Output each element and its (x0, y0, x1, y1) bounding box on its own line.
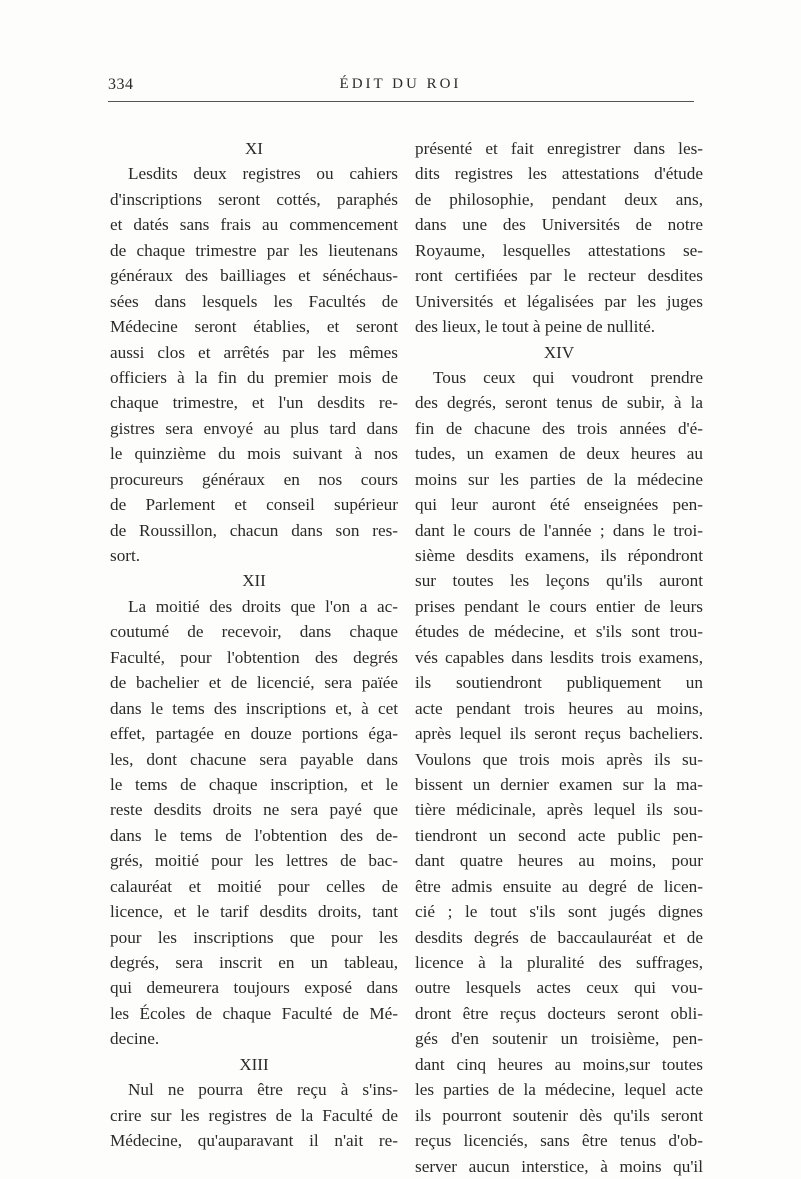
text-line: dits registres les attestations d'étude (415, 164, 703, 184)
text-line: de chaque trimestre par les lieutenans (110, 240, 398, 260)
text-line: Royaume, lesquelles attestations se- (415, 240, 703, 260)
text-line: Faculté, pour l'obtention des degrés (110, 647, 398, 667)
page-number: 334 (108, 76, 134, 93)
text-line: ront certifiées par le recteur desdites (415, 266, 703, 286)
article-heading: XII (242, 571, 266, 591)
left-column (110, 136, 398, 1154)
text-line: server aucun interstice, à moins qu'il (415, 1156, 703, 1176)
text-line: acte pendant trois heures au moins, (415, 698, 703, 718)
text-line: Lesdits deux registres ou cahiers (128, 164, 398, 184)
text-line: degrés, sera inscrit en un tableau, (110, 953, 398, 972)
text-line: sième desdits examens, ils répondront (415, 546, 703, 565)
text-line: moins sur les parties de la médecine (415, 469, 703, 489)
text-line: ils pourront soutenir dès qu'ils seront (415, 1105, 703, 1125)
text-line: coutumé de recevoir, dans chaque (110, 622, 398, 642)
article-heading: XIV (543, 342, 575, 362)
text-line: licence, et le tarif desdits droits, tant (110, 902, 398, 922)
text-line: chaque trimestre, et l'un desdits re- (110, 393, 398, 413)
text-line: d'inscriptions seront cottés, paraphés (110, 189, 398, 209)
text-line: qui leur auront été enseignées pen- (415, 495, 703, 515)
text-line: de bachelier et de licencié, sera païée (110, 673, 398, 693)
text-line: gés d'en soutenir un troisième, pen- (415, 1029, 703, 1049)
text-line: tudes, un examen de deux heures au (415, 444, 703, 464)
text-line: officiers à la fin du premier mois de (110, 367, 398, 387)
article-heading: XIII (239, 1054, 269, 1074)
text-line: Universités et légalisées par les juges (415, 291, 703, 311)
text-line: desdits degrés de baccaulauréat et de (415, 927, 703, 947)
text-line: aussi clos et arrêtés par les mêmes (110, 342, 398, 362)
text-line: reçus licenciés, sans être tenus d'ob- (415, 1131, 703, 1151)
text-line: sort. (110, 546, 141, 565)
text-line: des lieux, le tout à peine de nullité. (415, 317, 656, 337)
text-line: Voulons que trois mois après ils su- (415, 749, 703, 769)
text-line: de philosophie, pendant deux ans, (415, 189, 703, 209)
text-line: tiendront un second acte public pen- (415, 825, 703, 845)
text-line: après lequel ils seront reçus bacheliers. (415, 724, 703, 744)
text-line: qui demeurera toujours exposé dans (110, 978, 398, 998)
text-line: cié ; le tout s'ils sont jugés dignes (415, 902, 703, 922)
running-title: ÉDIT DU ROI (339, 76, 462, 92)
right-column (415, 136, 703, 1179)
text-line: outre lesquels actes ceux qui vou- (415, 978, 703, 998)
text-line: de Parlement et conseil supérieur (110, 495, 398, 515)
text-line: les parties de la médecine, lequel acte (415, 1080, 703, 1100)
text-line: decine. (110, 1029, 160, 1049)
article-heading: XI (245, 139, 263, 158)
text-line: crire sur les registres de la Faculté de (110, 1105, 398, 1125)
text-line: Médecine, qu'auparavant il n'ait re- (110, 1131, 398, 1151)
text-line: le tems de chaque inscription, et le (110, 774, 398, 794)
text-line: tière médicinale, après lequel ils sou- (415, 800, 703, 820)
text-line: pour les inscriptions que pour les (110, 927, 398, 947)
text-line: de Roussillon, chacun dans son res- (110, 520, 398, 540)
text-line: être admis ensuite au degré de licen- (415, 876, 703, 896)
text-line: Tous ceux qui voudront prendre (433, 367, 703, 387)
text-line: les, dont chacune sera payable dans (110, 749, 398, 769)
text-line: dans une des Universités de notre (415, 215, 703, 235)
header-rule (108, 101, 694, 102)
text-line: Nul ne pourra être reçu à s'ins- (128, 1080, 398, 1100)
text-line: dans le tems de l'obtention des de- (110, 825, 398, 845)
text-line: présenté et fait enregistrer dans les- (415, 139, 703, 158)
text-line: les Écoles de chaque Faculté de Mé- (110, 1003, 398, 1023)
text-line: généraux des bailliages et sénéchaus- (110, 266, 398, 286)
text-line: dront être reçus docteurs seront obli- (415, 1003, 703, 1023)
text-line: des degrés, seront tenus de subir, à la (415, 393, 703, 413)
text-line: bissent un dernier examen sur la ma- (415, 774, 703, 794)
text-line: dant cinq heures au moins,sur toutes (415, 1054, 703, 1074)
text-line: procureurs généraux en nos cours (110, 469, 398, 489)
text-line: vés capables dans lesdits trois examens, (415, 647, 703, 667)
text-line: le quinzième du mois suivant à nos (110, 444, 398, 464)
text-line: calauréat et moitié pour celles de (110, 876, 398, 896)
text-line: reste desdits droits ne sera payé que (110, 800, 398, 820)
text-line: sées dans lesquels les Facultés de (110, 291, 398, 311)
text-line: et datés sans frais au commencement (110, 215, 398, 235)
text-line: effet, partagée en douze portions éga- (110, 724, 398, 744)
text-line: ils soutiendront publiquement un (415, 673, 703, 693)
text-line: prises pendant le cours entier de leurs (415, 596, 703, 616)
text-line: sur toutes les leçons qu'ils auront (415, 571, 703, 591)
text-line: dant le cours de l'année ; dans le troi- (415, 520, 703, 540)
text-line: licence à la pluralité des suffrages, (415, 953, 703, 972)
text-line: La moitié des droits que l'on a ac- (128, 596, 398, 616)
text-line: fin de chacune des trois années d'é- (415, 418, 703, 438)
text-line: Médecine seront établies, et seront (110, 317, 398, 337)
text-line: dant quatre heures au moins, pour (415, 851, 703, 871)
text-line: dans le tems des inscriptions et, à cet (110, 698, 398, 718)
text-line: gistres sera envoyé au plus tard dans (110, 418, 398, 438)
text-line: études de médecine, et s'ils sont trou- (415, 622, 703, 642)
text-line: grés, moitié pour les lettres de bac- (110, 851, 398, 871)
